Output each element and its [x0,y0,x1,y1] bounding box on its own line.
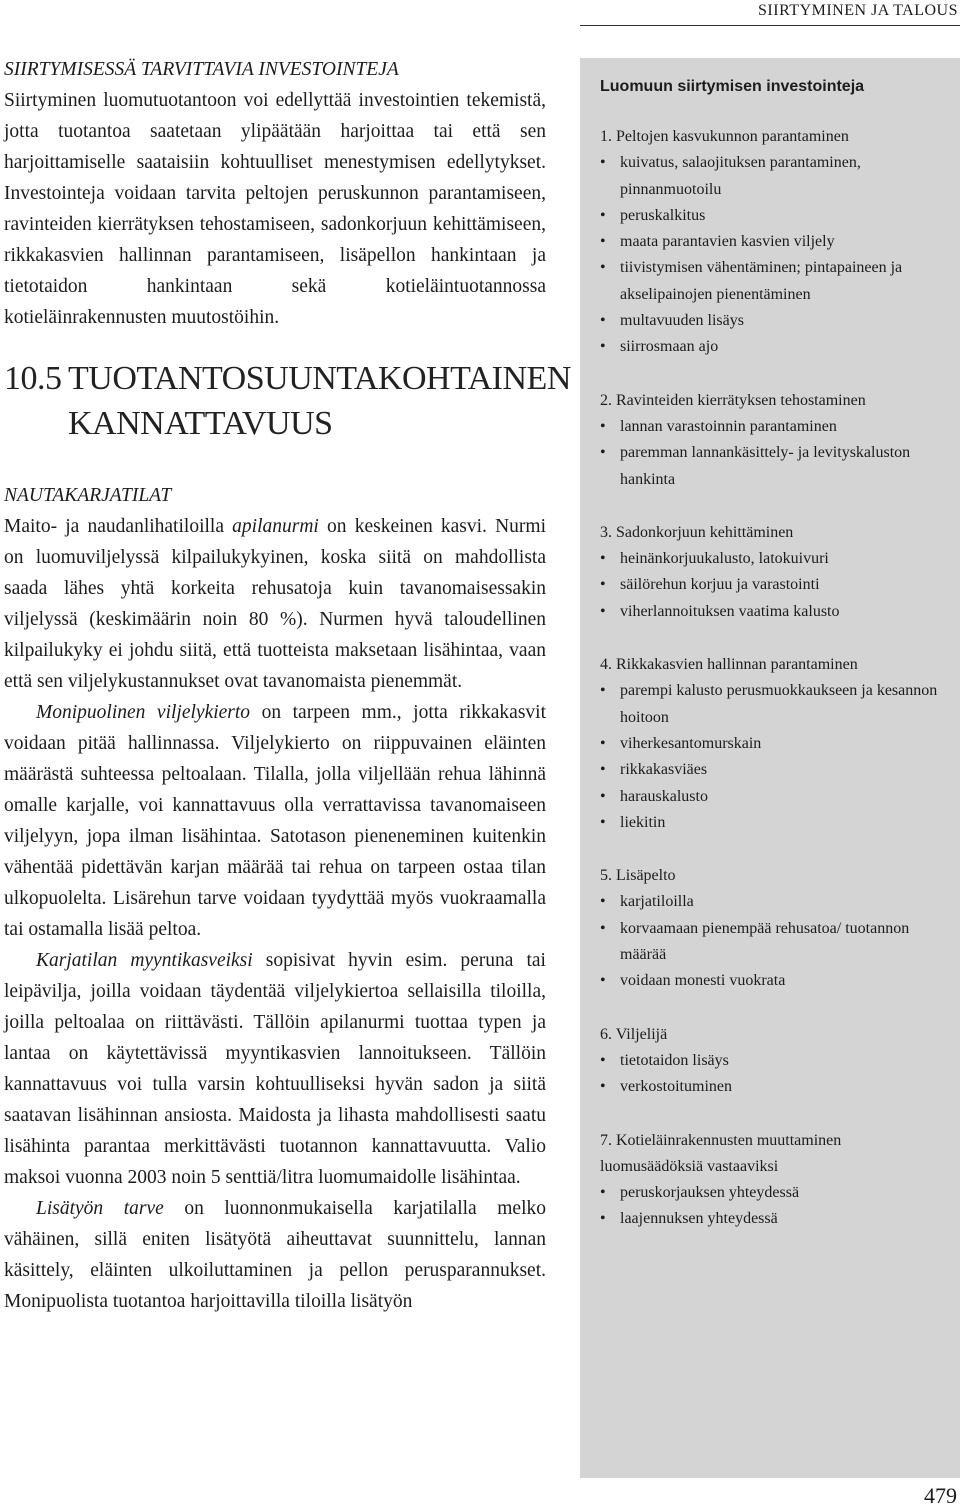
sidebar-group-title: 5. Lisäpelto [600,867,676,885]
page-number: 479 [924,1483,957,1508]
subsection-heading: NAUTAKARJATILAT [4,485,172,506]
sidebar-group-title: 7. Kotieläinrakennusten muuttaminen luomusäädöksiä vastaaviksi [600,1131,842,1175]
sidebar-bullet-item: • karjatiloilla [600,889,946,915]
sidebar-group-title: 1. Peltojen kasvukunnon parantaminen [600,128,849,145]
sidebar-bullet-item: • maata parantavien kasvien viljely [600,229,946,255]
sidebar-bullet-item: • korvaamaan pienempää rehusatoa/ tuotannon määrää [600,916,946,969]
body-paragraph [4,697,546,945]
sidebar-bullet-item: • viherkesantomurskain [600,731,946,757]
sidebar-bullet-list [600,889,946,994]
emphasis-text: Karjatilan myyntikasveiksi [36,950,253,971]
body-paragraph [4,1193,546,1317]
main-text-column [4,54,571,1317]
sidebar-group [600,388,946,493]
sidebar-bullet-list [600,1048,946,1101]
sidebar-bullet-item: • peruskorjauksen yhteydessä [600,1180,946,1206]
paragraph-text: on tarpeen mm., jotta rikkakasvit voidaan pitää hallinnassa. Viljelykierto on riippuvainen eläinten määrästä suhteessa peltoalaan. Tilalla, jolla viljellään rehua lähinnä omalle karjalle, voi kannattavuus olla verrattavissa tavanomaiseen viljelyyn, jopa ilman lisähintaa. Satotason pieneneminen kuitenkin vähentää pidettävän karjan määrää tai rehua on tarpeen ostaa tilan ulkopuolelta. Lisärehun tarve voidaan tyydyttää myös vuokraamalla tai ostamalla lisää peltoa. [4,702,546,940]
sidebar-bullet-item: • tiivistymisen vähentäminen; pintapaineen ja akselipainojen pienentäminen [600,255,946,308]
emphasis-text: Lisätyön tarve [36,1198,164,1219]
sidebar-bullet-item: • viherlannoituksen vaatima kalusto [600,599,946,625]
intro-paragraph [4,54,546,333]
sidebar-bullet-list [600,678,946,836]
emphasis-text: apilanurmi [232,516,319,537]
sidebar-bullet-item: • multavuuden lisäys [600,308,946,334]
paragraph-text: sopisivat hyvin esim. peruna tai leipävilja, joilla voidaan täydentää viljelykiertoa sellaisilla tiloilla, joilla peltoalaa on riittävästi. Tällöin apilanurmi tuottaa typen ja lantaa on käytettävissä myyntikasvien lannoitukseen. Tällöin kannattavuus voi tulla varsin kohtuulliseksi hyvän sadon ja siitä saatavan lisähinnan ansiosta. Maidosta ja lihasta mahdollisesti saatu lisähinta parantaa merkittävästi tuotannon kannattavuutta. Valio maksoi vuonna 2003 noin 5 senttiä/litra luomumaidolle lisähintaa. [4,950,546,1188]
sidebar-bullet-item: • heinänkorjuukalusto, latokuivuri [600,546,946,572]
intro-text: Siirtyminen luomutuotantoon voi edellyttää investointien tekemistä, jotta tuotantoa saatetaan ylipäätään harjoittaa tai että sen harjoittamiselle saataisiin kohtuulliset menestymisen edellytykset. Investointeja voidaan tarvita peltojen peruskunnon parantamiseen, ravinteiden kierrätyksen tehostamiseen, sadonkorjuun kehittämiseen, rikkakasvien hallinnan parantamiseen, lisäpellon hankintaan ja tietotaidon hankintaan sekä kotieläintuotannossa kotieläinrakennusten muutostöihin. [4,90,546,328]
sidebar-bullet-item: • parempi kalusto perusmuokkaukseen ja kesannon hoitoon [600,678,946,731]
section-number: 10.5 [4,360,62,397]
sidebar-bullet-list [600,414,946,493]
body-paragraph [4,511,546,697]
sidebar-group-title: 2. Ravinteiden kierrätyksen tehostaminen [600,391,866,409]
sidebar-bullet-item: • kuivatus, salaojituksen parantaminen, pinnanmuotoilu [600,150,946,203]
intro-kicker: SIIRTYMISESSÄ TARVITTAVIA INVESTOINTEJA [4,59,399,80]
sidebar-bullet-item: • peruskalkitus [600,203,946,229]
sidebar-group-title: 6. Viljelijä [600,1025,668,1043]
sidebar-bullet-item: • voidaan monesti vuokrata [600,968,946,994]
sidebar-bullet-item: • säilörehun korjuu ja varastointi [600,572,946,598]
running-head: SIIRTYMINEN JA TALOUS [580,0,960,26]
sidebar-bullet-item: • laajennuksen yhteydessä [600,1206,946,1232]
sidebar-bullet-item: • liekitin [600,810,946,836]
section-title: TUOTANTOSUUNTAKOHTAINEN KANNATTAVUUS [68,360,571,442]
emphasis-text: Monipuolinen viljelykierto [36,702,251,723]
sidebar-bullet-item: • harauskalusto [600,784,946,810]
sidebar-group [600,1022,946,1101]
sidebar-bullet-list [600,1180,946,1233]
sidebar-title: Luomuun siirtymisen investointeja [600,78,865,95]
sidebar-group [600,520,946,625]
sidebar-group [600,863,946,994]
sidebar-group [600,652,946,836]
sidebar-bullet-list [600,546,946,625]
sidebar-bullet-item: • verkostoituminen [600,1074,946,1100]
body-paragraphs [4,511,546,1317]
sidebar-group-title: 4. Rikkakasvien hallinnan parantaminen [600,656,858,674]
paragraph-text: on luonnonmukaisella karjatilalla melko vähäinen, sillä eniten lisätyötä aiheuttavat suunnittelu, lannan käsittely, eläinten ulkoiluttaminen ja pellon perusparannukset. Monipuolista tuotantoa harjoittavilla tiloilla lisätyön [4,1198,546,1312]
sidebar-groups [600,124,946,1233]
paragraph-text: on keskeinen kasvi. Nurmi on luomuviljelyssä kilpailukykyinen, koska siitä on mahdollista saada lähes yhtä korkeita rehusatoja kuin tavanomaisessakin viljelyssä (keskimäärin noin 80 %). Nurmen hyvä taloudellinen kilpailukyky ei johdu siitä, että tuotteista maksetaan lisähintaa, vaan että sen viljelykustannukset ovat tavanomaista pienemmät. [4,516,547,692]
sidebar-bullet-item: • rikkakasviäes [600,757,946,783]
sidebar-bullet-list [600,150,946,360]
paragraph-text: Maito- ja naudanlihatiloilla [4,516,233,537]
sidebar-bullet-item: • siirrosmaan ajo [600,334,946,360]
body-paragraph [4,945,546,1193]
section-heading [4,356,571,446]
sidebar-group-title: 3. Sadonkorjuun kehittäminen [600,523,794,541]
sidebar-bullet-item: • lannan varastoinnin parantaminen [600,414,946,440]
investments-sidebar [580,58,960,1478]
sidebar-group [600,1128,946,1233]
sidebar-bullet-item: • tietotaidon lisäys [600,1048,946,1074]
sidebar-bullet-item: • paremman lannankäsittely- ja levityskaluston hankinta [600,440,946,493]
sidebar-group [600,124,946,361]
